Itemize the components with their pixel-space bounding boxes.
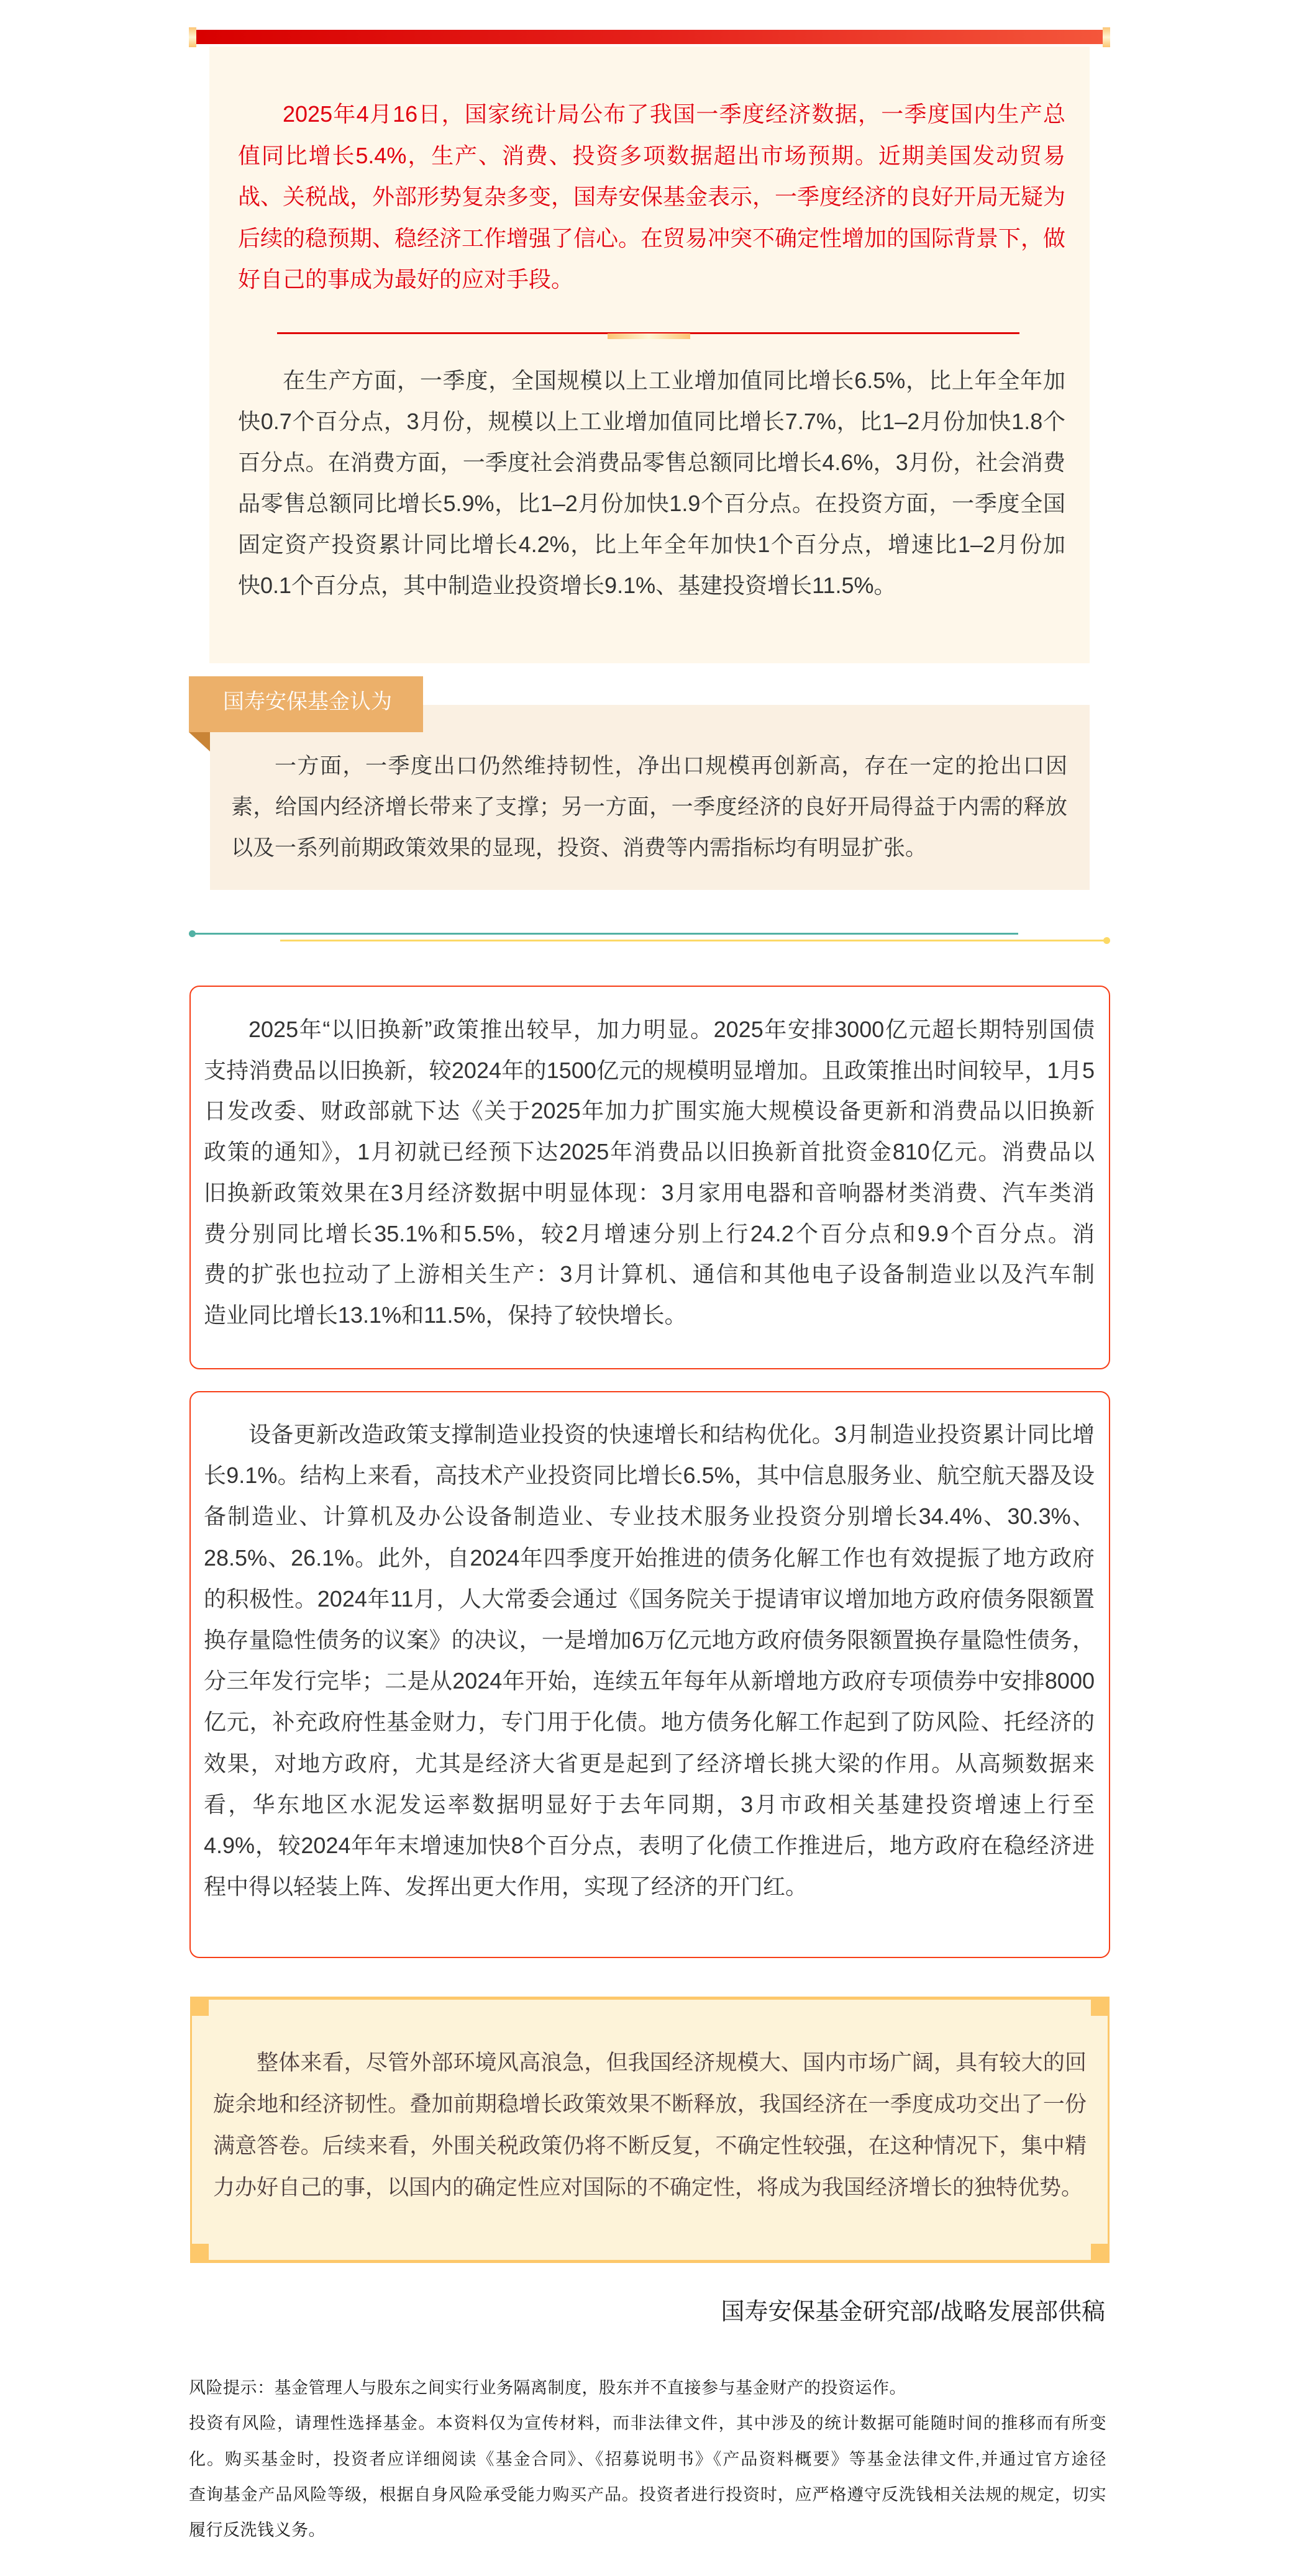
text-line: 分三年发行完毕；二是从2024年开始，连续五年每年从新增地方政府专项债券中安排8000 [204, 1668, 1095, 1694]
text-line: 素，给国内经济增长带来了支撑；另一方面，一季度经济的良好开局得益于内需的释放 [231, 795, 1067, 819]
author-signature: 国寿安保基金研究部/战略发展部供稿 [721, 2299, 1105, 2325]
divider-teal-dot-icon [189, 930, 196, 937]
text-line: 2025年“以旧换新”政策推出较早，加力明显。2025年安排3000亿元超长期特别国债 [248, 1017, 1095, 1042]
text-line: 快0.1个百分点，其中制造业投资增长9.1%、基建投资增长11.5%。 [238, 573, 896, 598]
text-line: 百分点。在消费方面，一季度社会消费品零售总额同比增长4.6%，3月份，社会消费 [238, 450, 1065, 475]
data-paragraph [238, 360, 1065, 606]
text-line: 备制造业、计算机及办公设备制造业、专业技术服务业投资分别增长34.4%、30.3%、 [204, 1503, 1095, 1530]
text-line: 旋余地和经济韧性。叠加前期稳增长政策效果不断释放，我国经济在一季度成功交出了一份 [213, 2092, 1087, 2116]
frame-corner-icon [1091, 1997, 1110, 2016]
text-line: 风险提示：基金管理人与股东之间实行业务隔离制度，股东并不直接参与基金财产的投资运作。 [189, 2379, 906, 2397]
text-line: 程中得以轻装上阵、发挥出更大作用，实现了经济的开门红。 [204, 1874, 808, 1900]
text-line: 费的扩张也拉动了上游相关生产：3月计算机、通信和其他电子设备制造业以及汽车制 [204, 1261, 1095, 1287]
text-line: 固定资产投资累计同比增长4.2%，比上年全年加快1个百分点，增速比1–2月份加 [238, 532, 1065, 557]
text-line: 支持消费品以旧换新，较2024年的1500亿元的规模明显增加。且政策推出时间较早，1月5 [204, 1057, 1095, 1083]
analysis-paragraph [204, 1414, 1095, 1907]
divider-teal-line [192, 933, 1018, 935]
text-line: 2025年4月16日，国家统计局公布了我国一季度经济数据，一季度国内生产总 [283, 101, 1065, 127]
section-divider-accent [608, 333, 690, 339]
text-line: 旧换新政策效果在3月经济数据中明显体现：3月家用电器和音响器材类消费、汽车类消 [204, 1179, 1095, 1205]
ribbon-cap-left [189, 27, 196, 47]
text-line: 整体来看，尽管外部环境风高浪急，但我国经济规模大、国内市场广阔，具有较大的回 [257, 2050, 1087, 2075]
analysis-box-trade-in [189, 986, 1110, 1369]
text-line: 化。购买基金时，投资者应详细阅读《基金合同》、《招募说明书》《产品资料概要》等基金法律文件,并通过官方途径 [189, 2449, 1106, 2469]
text-line: 投资有风险，请理性选择基金。本资料仅为宣传材料，而非法律文件，其中涉及的统计数据可能随时间的推移而有所变 [189, 2414, 1106, 2433]
label-fold-triangle-icon [189, 732, 210, 751]
text-line: 换存量隐性债务的议案》的决议，一是增加6万亿元地方政府债务限额置换存量隐性债务， [204, 1627, 1095, 1653]
opinion-label-tab: 国寿安保基金认为 [189, 676, 423, 732]
text-line: 战、关税战，外部形势复杂多变，国寿安保基金表示，一季度经济的良好开局无疑为 [238, 184, 1066, 209]
text-line: 履行反洗钱义务。 [189, 2521, 326, 2540]
text-line: 看，华东地区水泥发运率数据明显好于去年同期，3月市政相关基建投资增速上行至 [204, 1791, 1095, 1817]
divider-gold-dot-icon [1103, 937, 1110, 944]
text-line: 品零售总额同比增长5.9%，比1–2月份加快1.9个百分点。在投资方面，一季度全国 [238, 491, 1065, 516]
text-line: 的积极性。2024年11月，人大常委会通过《国务院关于提请审议增加地方政府债务限额置 [204, 1585, 1095, 1612]
opinion-paragraph [231, 746, 1067, 869]
conclusion-box [190, 1997, 1110, 2263]
text-line: 好自己的事成为最好的应对手段。 [238, 266, 574, 292]
ribbon-cap-right [1103, 27, 1110, 47]
conclusion-paragraph [213, 2042, 1087, 2208]
text-line: 造业同比增长13.1%和11.5%，保持了较快增长。 [204, 1302, 687, 1328]
frame-corner-icon [190, 2244, 209, 2263]
text-line: 亿元，补充政府性基金财力，专门用于化债。地方债务化解工作起到了防风险、托经济的 [204, 1709, 1095, 1735]
risk-disclaimer [189, 2370, 1106, 2548]
text-line: 28.5%、26.1%。此外，自2024年四季度开始推进的债务化解工作也有效提振了地方政府 [204, 1544, 1095, 1571]
frame-corner-icon [1091, 2244, 1110, 2263]
text-line: 以及一系列前期政策效果的显现，投资、消费等内需指标均有明显扩张。 [231, 836, 928, 860]
text-line: 设备更新改造政策支撑制造业投资的快速增长和结构优化。3月制造业投资累计同比增 [248, 1422, 1095, 1447]
intro-box [209, 47, 1090, 663]
analysis-paragraph [204, 1009, 1095, 1336]
opinion-box [210, 705, 1090, 890]
text-line: 政策的通知》，1月初就已经预下达2025年消费品以旧换新首批资金810亿元。消费品以 [204, 1139, 1095, 1165]
text-line: 一方面，一季度出口仍然维持韧性，净出口规模再创新高，存在一定的抢出口因 [275, 754, 1067, 778]
text-line: 长9.1%。结构上来看，高技术产业投资同比增长6.5%，其中信息服务业、航空航天器及设 [204, 1463, 1095, 1489]
text-line: 4.9%，较2024年年末增速加快8个百分点，表明了化债工作推进后，地方政府在稳经济进 [204, 1833, 1095, 1859]
text-line: 满意答卷。后续来看，外围关税政策仍将不断反复，不确定性较强，在这种情况下，集中精 [213, 2133, 1087, 2158]
analysis-box-investment [189, 1391, 1110, 1958]
text-line: 值同比增长5.4%，生产、消费、投资多项数据超出市场预期。近期美国发动贸易 [238, 142, 1065, 168]
frame-corner-icon [190, 1997, 209, 2016]
text-line: 快0.7个百分点，3月份，规模以上工业增加值同比增长7.7%，比1–2月份加快1.8个 [238, 409, 1065, 434]
text-line: 在生产方面，一季度，全国规模以上工业增加值同比增长6.5%，比上年全年加 [283, 368, 1065, 393]
text-line: 效果，对地方政府，尤其是经济大省更是起到了经济增长挑大梁的作用。从高频数据来 [204, 1750, 1095, 1776]
highlight-paragraph [238, 94, 1065, 301]
text-line: 费分别同比增长35.1%和5.5%，较2月增速分别上行24.2个百分点和9.9个百分点。消 [204, 1220, 1095, 1246]
text-line: 日发改委、财政部就下达《关于2025年加力扩围实施大规模设备更新和消费品以旧换新 [204, 1098, 1095, 1124]
text-line: 后续的稳预期、稳经济工作增强了信心。在贸易冲突不确定性增加的国际背景下，做 [238, 225, 1066, 251]
divider-gold-line [280, 940, 1106, 941]
text-line: 查询基金产品风险等级，根据自身风险承受能力购买产品。投资者进行投资时，应严格遵守反洗钱相关法规的规定，切实 [189, 2485, 1106, 2504]
header-ribbon [196, 30, 1103, 44]
text-line: 力办好自己的事，以国内的确定性应对国际的不确定性，将成为我国经济增长的独特优势。 [213, 2175, 1083, 2200]
